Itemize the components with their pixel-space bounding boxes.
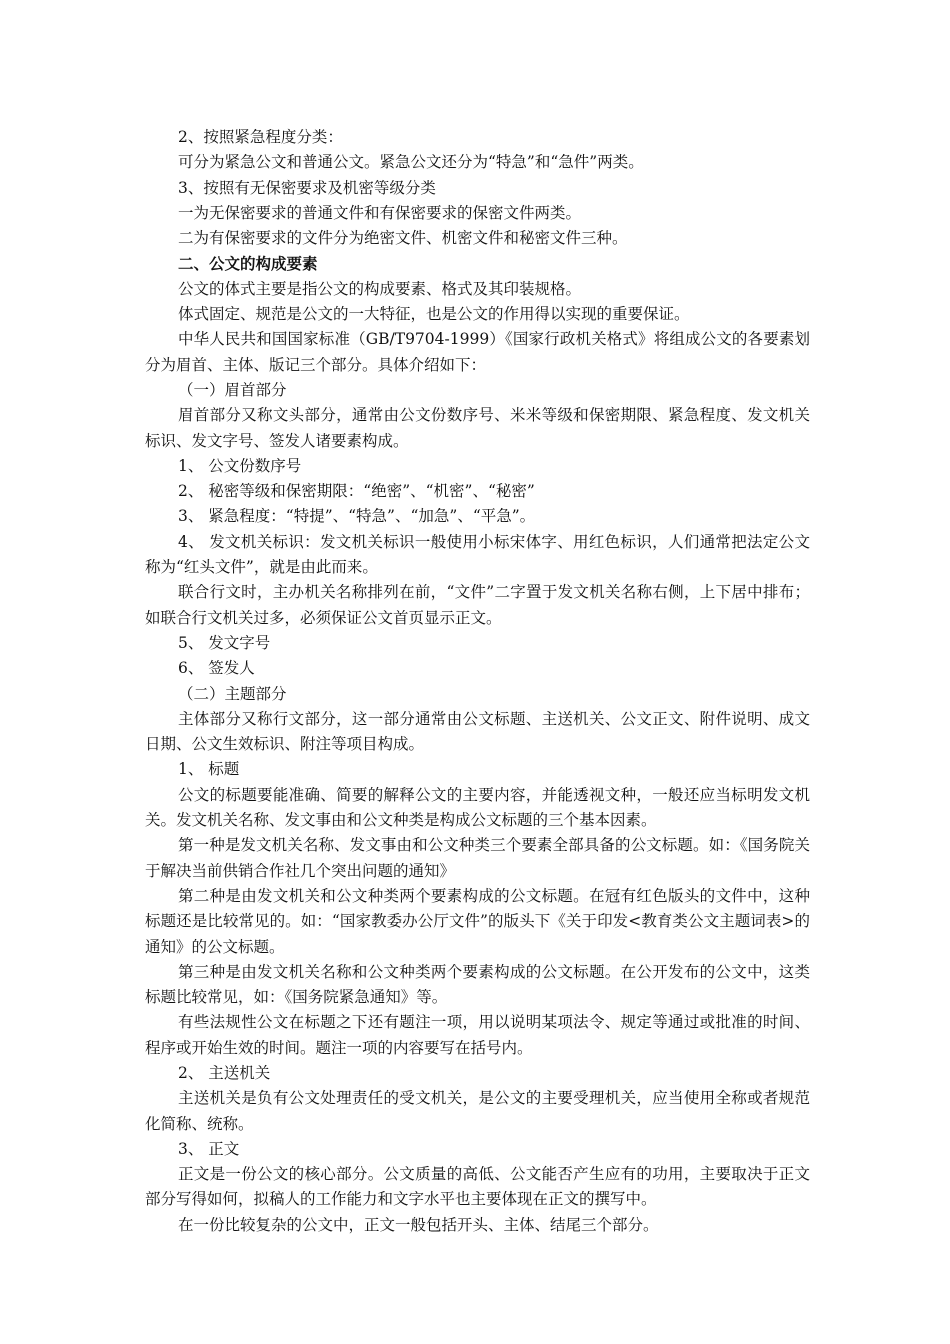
paragraph: 公文的标题要能准确、简要的解释公文的主要内容，并能透视文种，一般还应当标明发文机关。发文机关名称、发文事由和公文种类是构成公文标题的三个基本因素。	[145, 785, 810, 830]
document-page	[145, 125, 810, 1238]
paragraph: 体式固定、规范是公文的一大特征，也是公文的作用得以实现的重要保证。	[178, 305, 690, 324]
paragraph: 有些法规性公文在标题之下还有题注一项，用以说明某项法令、规定等通过或批准的时间、程序或开始生效的时间。题注一项的内容要写在括号内。	[145, 1013, 810, 1057]
paragraph: 3、按照有无保密要求及机密等级分类	[178, 178, 436, 197]
list-item: 1、 标题	[178, 760, 240, 779]
paragraph: 可分为紧急公文和普通公文。紧急公文还分为“特急”和“急件”两类。	[178, 153, 644, 172]
paragraph: 公文的体式主要是指公文的构成要素、格式及其印装规格。	[178, 279, 582, 298]
paragraph: 2、按照紧急程度分类：	[178, 128, 343, 146]
subsection-heading: （一）眉首部分	[178, 380, 287, 399]
paragraph: 二为有保密要求的文件分为绝密文件、机密文件和秘密文件三种。	[178, 229, 628, 248]
section-heading: 二、公文的构成要素	[178, 254, 318, 274]
list-item: 1、 公文份数序号	[178, 456, 302, 475]
paragraph: 主送机关是负有公文处理责任的受文机关，是公文的主要受理机关，应当使用全称或者规范化简称、统称。	[145, 1089, 810, 1133]
paragraph: 在一份比较复杂的公文中，正文一般包括开头、主体、结尾三个部分。	[178, 1215, 659, 1234]
paragraph: 眉首部分又称文头部分，通常由公文份数序号、米米等级和保密期限、紧急程度、发文机关标识、发文字号、签发人诸要素构成。	[145, 406, 810, 450]
paragraph: 联合行文时，主办机关名称排列在前，“文件”二字置于发文机关名称右侧，上下居中排布；如联合行文机关过多，必须保证公文首页显示正文。	[145, 583, 810, 627]
paragraph: 第二种是由发文机关和公文种类两个要素构成的公文标题。在冠有红色版头的文件中，这种标题还是比较常见的。如：“国家教委办公厅文件”的版头下《关于印发<教育类公文主题词表>的通知》的公文标题。	[145, 886, 810, 956]
list-item: 4、 发文机关标识：发文机关标识一般使用小标宋体字、用红色标识，人们通常把法定公文称为“红头文件”，就是由此而来。	[145, 532, 810, 577]
paragraph: 第三种是由发文机关名称和公文种类两个要素构成的公文标题。在公开发布的公文中，这类标题比较常见，如：《国务院紧急通知》等。	[145, 962, 810, 1007]
paragraph: 主体部分又称行文部分，这一部分通常由公文标题、主送机关、公文正文、附件说明、成文日期、公文生效标识、附注等项目构成。	[145, 709, 810, 754]
list-item: 3、 紧急程度：“特提”、“特急”、“加急”、“平急”。	[178, 507, 536, 526]
subsection-heading: （二）主题部分	[178, 684, 287, 703]
list-item: 5、 发文字号	[178, 633, 271, 652]
list-item: 2、 主送机关	[178, 1063, 271, 1082]
paragraph: 中华人民共和国国家标准（GB/T9704-1999）《国家行政机关格式》将组成公文的各要素划分为眉首、主体、版记三个部分。具体介绍如下：	[145, 330, 810, 374]
list-item: 2、 秘密等级和保密期限：“绝密”、“机密”、“秘密”	[178, 482, 535, 501]
list-item: 3、 正文	[178, 1139, 240, 1158]
paragraph: 正文是一份公文的核心部分。公文质量的高低、公文能否产生应有的功用，主要取决于正文部分写得如何，拟稿人的工作能力和文字水平也主要体现在正文的撰写中。	[145, 1165, 810, 1209]
paragraph: 一为无保密要求的普通文件和有保密要求的保密文件两类。	[178, 203, 582, 222]
paragraph: 第一种是发文机关名称、发文事由和公文种类三个要素全部具备的公文标题。如：《国务院关于解决当前供销合作社几个突出问题的通知》	[145, 836, 810, 880]
list-item: 6、 签发人	[178, 659, 255, 678]
